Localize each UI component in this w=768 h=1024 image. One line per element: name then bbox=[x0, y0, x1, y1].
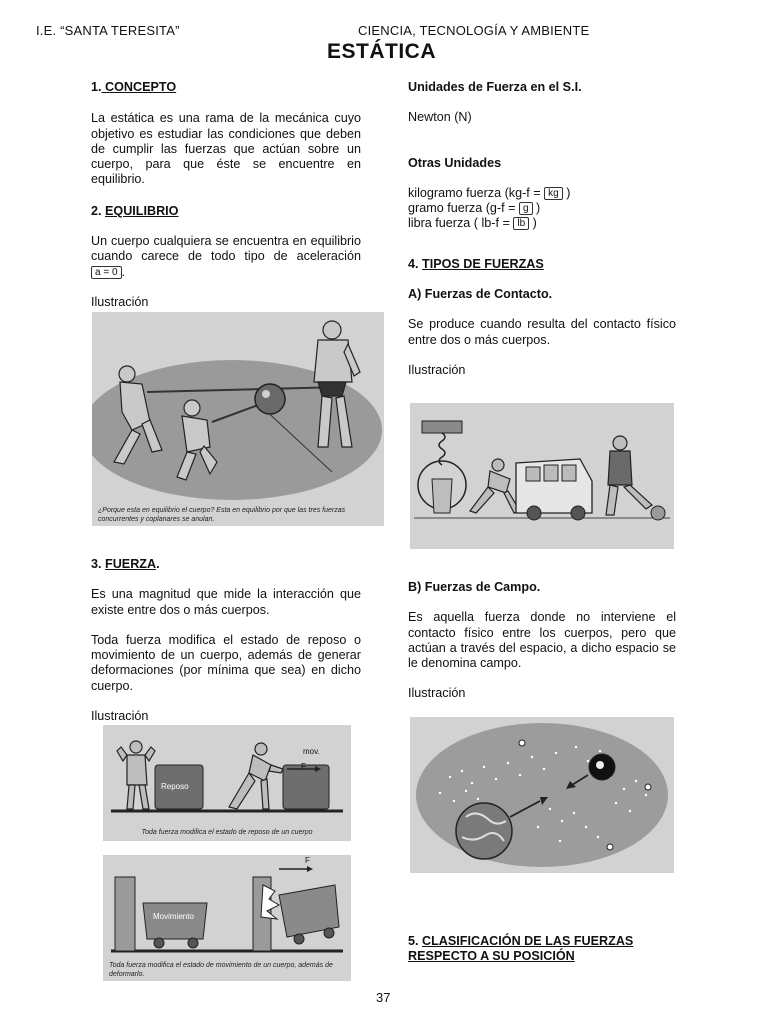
subject-name: CIENCIA, TECNOLOGÍA Y AMBIENTE bbox=[358, 23, 590, 38]
motion-illustration bbox=[103, 855, 351, 981]
contact-forces-illustration bbox=[410, 403, 674, 549]
rest-box-label: Reposo bbox=[161, 782, 189, 791]
section-4-heading: 4. TIPOS DE FUERZAS bbox=[408, 256, 544, 271]
units-heading: Unidades de Fuerza en el S.I. bbox=[408, 80, 582, 94]
section-3-text-2: Toda fuerza modifica el estado de reposo o movimiento de un cuerpo, además de generar deformaciones (por mínima que sea) en dicho cuerpo. bbox=[91, 632, 361, 693]
equilibrium-caption: ¿Porque esta en equilibrio el cuerpo? Esta en equilibrio por que las tres fuerzas concurrentes y coplanares se anulan. bbox=[92, 504, 384, 526]
illustration-label-2: Ilustración bbox=[91, 709, 149, 724]
section-2-text: Un cuerpo cualquiera se encuentra en equilibrio cuando carece de todo tipo de aceleración a = 0 . bbox=[91, 234, 361, 279]
unit-kgf: kilogramo fuerza (kg-f = kg ) bbox=[408, 185, 571, 200]
section-1-heading: 1. CONCEPTO bbox=[91, 80, 177, 94]
school-name: I.E. “SANTA TERESITA” bbox=[36, 23, 180, 38]
page-title: ESTÁTICA bbox=[327, 40, 436, 63]
other-units-heading: Otras Unidades bbox=[408, 155, 502, 170]
rest-illustration bbox=[103, 725, 351, 841]
illustration-label-1: Ilustración bbox=[91, 294, 149, 309]
field-forces-heading: B) Fuerzas de Campo. bbox=[408, 580, 541, 594]
motion-caption: Toda fuerza modifica el estado de movimiento de un cuerpo, además de deformarlo. bbox=[109, 962, 333, 978]
section-3-text-1: Es una magnitud que mide la interacción que existe entre dos o más cuerpos. bbox=[91, 587, 361, 617]
page-number: 37 bbox=[376, 990, 391, 1005]
right-column bbox=[408, 80, 676, 378]
motion-label: mov. bbox=[303, 747, 320, 756]
force-label-f-2: F bbox=[305, 856, 310, 865]
left-column-lower bbox=[91, 557, 361, 724]
newton-unit: Newton (N) bbox=[408, 110, 472, 125]
left-column bbox=[91, 80, 361, 310]
force-label-f: F bbox=[301, 762, 306, 771]
rest-caption: Toda fuerza modifica el estado de reposo de un cuerpo bbox=[141, 829, 313, 836]
contact-forces-text: Se produce cuando resulta del contacto físico entre dos o más cuerpos. bbox=[408, 317, 676, 347]
motion-box-label: Movimiento bbox=[153, 912, 194, 921]
section-3-heading: 3. FUERZA. bbox=[91, 557, 160, 571]
section-2-heading: 2. EQUILIBRIO bbox=[91, 203, 179, 218]
unit-lbf: libra fuerza ( lb-f = lb ) bbox=[408, 216, 537, 231]
contact-forces-heading: A) Fuerzas de Contacto. bbox=[408, 287, 553, 302]
illustration-label-3: Ilustración bbox=[408, 362, 466, 377]
section-5-heading: 5. CLASIFICACIÓN DE LAS FUERZAS RESPECTO A SU POSICIÓN bbox=[408, 934, 634, 964]
illustration-label-4: Ilustración bbox=[408, 686, 466, 701]
field-forces-illustration bbox=[410, 717, 674, 873]
right-column-middle bbox=[408, 580, 676, 702]
section-1-text: La estática es una rama de la mecánica cuyo objetivo es estudiar las condiciones que deben de cumplir las fuerzas que actúan sobre un cuerpo, para que éste se encuentre en equilibrio. bbox=[91, 111, 361, 187]
acceleration-formula: a = 0 bbox=[91, 266, 122, 279]
unit-gf: gramo fuerza (g-f = g ) bbox=[408, 201, 541, 216]
field-forces-text: Es aquella fuerza donde no interviene el contacto físico entre los cuerpos, pero que actúan a través del espacio, a dicho espacio se le denomina campo. bbox=[408, 610, 676, 671]
equilibrium-illustration bbox=[92, 312, 384, 526]
